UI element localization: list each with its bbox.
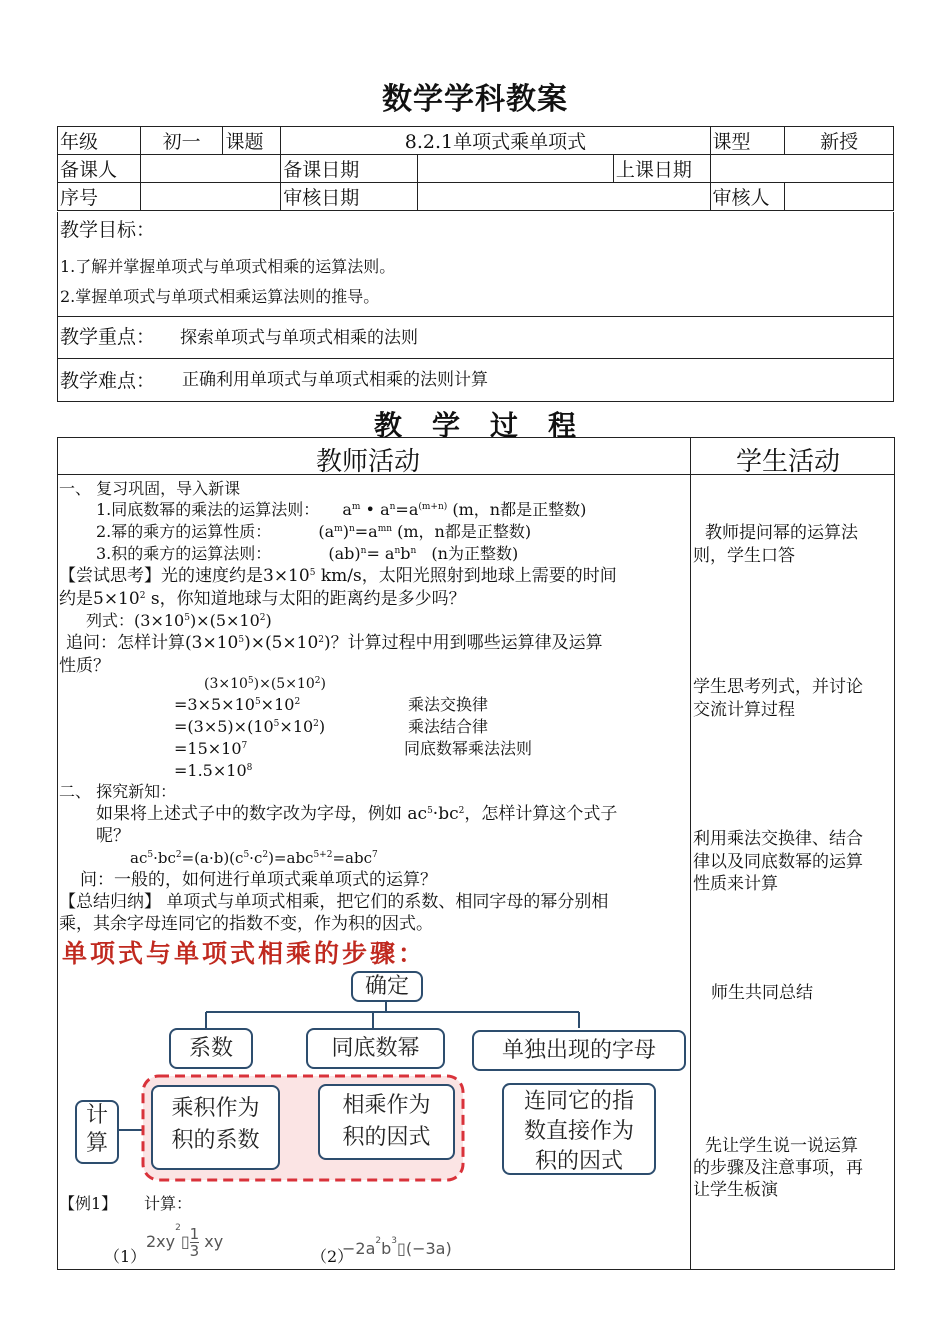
student-note-2-line-1: 学生思考列式，并讨论 (693, 677, 863, 697)
seq-value (140, 183, 281, 211)
box-determine: 确定 (351, 971, 423, 1002)
try-line-2: 约是$5\times 10^2$ s，你知道地球与太阳的距离约是多少吗？ (59, 589, 466, 609)
student-note-3-line-2: 律以及同底数幂的运算 (693, 852, 863, 872)
example-2-expr: $-2a^2b^3▯(-3a)$ (342, 1236, 452, 1258)
doc-title: 数学学科教案 (382, 82, 568, 117)
follow-line-1: 追问：怎样计算$(3\times 10^5)\times(5\times 10^2)$？计算过程中用到哪些运算律及运算 (66, 633, 603, 653)
try-line-1b: km/s，太阳光照射到地球上需要的时间 (315, 566, 617, 586)
review-rule-3-formula: $(ab)^n= a^nb^n$ (328, 544, 417, 563)
teacher-head: 教师活动 (316, 447, 421, 477)
review-rule-2-formula: $(a^m)^n=a^{mn}$ (318, 522, 393, 541)
box-product-coef (151, 1085, 280, 1170)
prep-date-value (417, 155, 613, 183)
student-note-4: 师生共同总结 (711, 983, 813, 1003)
calc-step-0: $(3\times 10^5)\times(5\times 10^2)$ (204, 676, 326, 692)
box-same-base-power: 同底数幂 (306, 1028, 445, 1069)
student-note-3-line-1: 利用乘法交换律、结合 (693, 829, 863, 849)
box-single-letter: 单独出现的字母 (472, 1030, 686, 1071)
calc-step-4: $=1.5\times 10^8$ (174, 761, 253, 780)
try-line-1a: 【尝试思考】光的速度约是3×10 (59, 566, 310, 586)
key-point-cell (57, 316, 894, 359)
box-calculate: 计算 (75, 1100, 119, 1164)
review-rule-2 (96, 521, 531, 543)
grade-value: 初一 (140, 127, 223, 155)
topic-label: 课题 (223, 127, 281, 155)
explore-line-2: 呢？ (96, 826, 130, 846)
preparer-value (140, 155, 281, 183)
example-label: 【例1】 (59, 1194, 118, 1213)
calc-law-1: 乘法交换律 (408, 695, 489, 714)
difficulty-cell (57, 358, 894, 402)
student-note-1-line-1: 教师提问幂的运算法 (705, 523, 858, 543)
box-product-coef-line-2: 积的系数 (171, 1128, 260, 1153)
process-title: 教学过程 (373, 409, 606, 442)
calc-step-2: $=(3\times 5)\times(10^5\times 10^2)$ (174, 717, 326, 736)
explore-1b: ，怎样计算这个式子 (464, 804, 618, 824)
ask-line: 问：一般的，如何进行单项式乘单项式的运算？ (80, 870, 437, 890)
example-1-expr: $2xy^2▯$ $\frac{1}{3}$ xy (146, 1223, 224, 1260)
follow-1a: 追问：怎样计算(3×10 (66, 633, 239, 653)
key-point-label: 教学重点： (60, 326, 156, 348)
explore-formula: $ac^5\cdot bc^2=(a\cdot b)(c^5\cdot c^2)=abc^{5+2}=abc^7$ (130, 849, 378, 867)
review-rule-2-text: 2.幂的乘方的运算性质： (96, 522, 272, 541)
column-divider (690, 437, 691, 1269)
example-1-number: （1） (104, 1247, 147, 1266)
class-date-label: 上课日期 (613, 155, 710, 183)
try-line-2a: 约是5×10 (59, 589, 140, 609)
try-line-1: 【尝试思考】光的速度约是$3\times 10^5$ km/s，太阳光照射到地球上需要的时间 (59, 566, 617, 586)
seq-label: 序号 (58, 183, 141, 211)
box-product-coef-line-1: 乘积作为 (171, 1096, 260, 1121)
follow-line-2: 性质？ (59, 656, 110, 676)
example-2-number: （2） (311, 1247, 354, 1266)
info-table (57, 126, 894, 211)
box-coefficient: 系数 (169, 1028, 253, 1069)
summary-line-1: 【总结归纳】 单项式与单项式相乘，把它们的系数、相同字母的幂分别相 (59, 892, 609, 912)
review-date-value (417, 183, 710, 211)
review-rule-1-text: 1.同底数幂的乘法的运算法则： (96, 500, 320, 519)
student-note-2-line-2: 交流计算过程 (693, 700, 795, 720)
review-rule-2-cond: (m，n都是正整数) (397, 522, 532, 541)
summary-line-2: 乘，其余字母连同它的指数不变，作为积的因式。 (59, 914, 433, 934)
class-date-value (710, 155, 893, 183)
section-2-title: 二、 探究新知： (59, 782, 177, 801)
formula-line: 列式：$(3\times 10^5)\times(5\times 10^2)$ (86, 611, 272, 630)
try-line-2b: s，你知道地球与太阳的距离约是多少吗？ (145, 589, 466, 609)
review-rule-3 (96, 543, 518, 565)
steps-title: 单项式与单项式相乘的步骤： (62, 939, 427, 968)
section-1-title: 一、 复习巩固，导入新课 (59, 479, 241, 498)
prep-date-label: 备课日期 (281, 155, 417, 183)
student-note-5-line-3: 让学生板演 (693, 1180, 778, 1200)
topic-value: 8.2.1单项式乘单项式 (281, 127, 710, 155)
explore-1a: 如果将上述式子中的数字改为字母，例如 ac (96, 804, 428, 824)
box-keep-line-1: 连同它的指 (523, 1089, 634, 1114)
example-task: 计算： (144, 1194, 193, 1213)
difficulty-label: 教学难点： (60, 370, 156, 392)
explore-line-1: 如果将上述式子中的数字改为字母，例如 $ac^5\cdot bc^2$，怎样计算这个式子 (96, 804, 618, 824)
reviewer-value (785, 183, 894, 211)
review-rule-3-text: 3.积的乘方的运算法则： (96, 544, 272, 563)
follow-1b: )？计算过程中用到哪些运算律及运算 (324, 633, 603, 653)
review-date-label: 审核日期 (281, 183, 417, 211)
box-factor (318, 1084, 455, 1160)
box-keep-letter (502, 1083, 656, 1175)
calc-law-2: 乘法结合律 (408, 717, 489, 736)
objectives-label: 教学目标： (60, 219, 156, 241)
review-rule-1 (96, 499, 586, 521)
box-keep-line-3: 积的因式 (534, 1149, 623, 1174)
box-factor-line-2: 积的因式 (342, 1125, 431, 1150)
formula-label: 列式： (86, 611, 135, 630)
student-note-1-line-2: 则，学生口答 (693, 546, 795, 566)
student-note-5-line-1: 先让学生说一说运算 (705, 1136, 858, 1156)
review-rule-1-cond: (m，n都是正整数) (452, 500, 587, 519)
calc-step-3: $=15\times 10^7$ (174, 739, 248, 758)
calc-law-3: 同底数幂乘法法则 (404, 739, 533, 758)
student-note-5-line-2: 的步骤及注意事项，再 (693, 1158, 863, 1178)
type-label: 课型 (710, 127, 785, 155)
student-note-3-line-3: 性质来计算 (693, 874, 778, 894)
box-keep-line-2: 数直接作为 (523, 1119, 634, 1144)
grade-label: 年级 (58, 127, 141, 155)
difficulty-value: 正确利用单项式与单项式相乘的法则计算 (182, 370, 488, 390)
review-rule-1-formula: $a^m$ • $a^n=a^{(m+n)}$ (342, 500, 448, 519)
review-rule-3-cond: (n为正整数) (431, 544, 519, 563)
preparer-label: 备课人 (58, 155, 141, 183)
type-value: 新授 (785, 127, 894, 155)
objectives-cell (57, 212, 894, 317)
student-head: 学生活动 (736, 447, 841, 477)
reviewer-label: 审核人 (710, 183, 785, 211)
box-factor-line-1: 相乘作为 (342, 1093, 431, 1118)
calc-step-1: $=3\times 5\times 10^5\times 10^2$ (174, 695, 301, 714)
key-point-value: 探索单项式与单项式相乘的法则 (180, 328, 418, 348)
objective-item-2: 2.掌握单项式与单项式相乘运算法则的推导。 (60, 287, 380, 306)
objective-item-1: 1.了解并掌握单项式与单项式相乘的运算法则。 (60, 257, 396, 276)
